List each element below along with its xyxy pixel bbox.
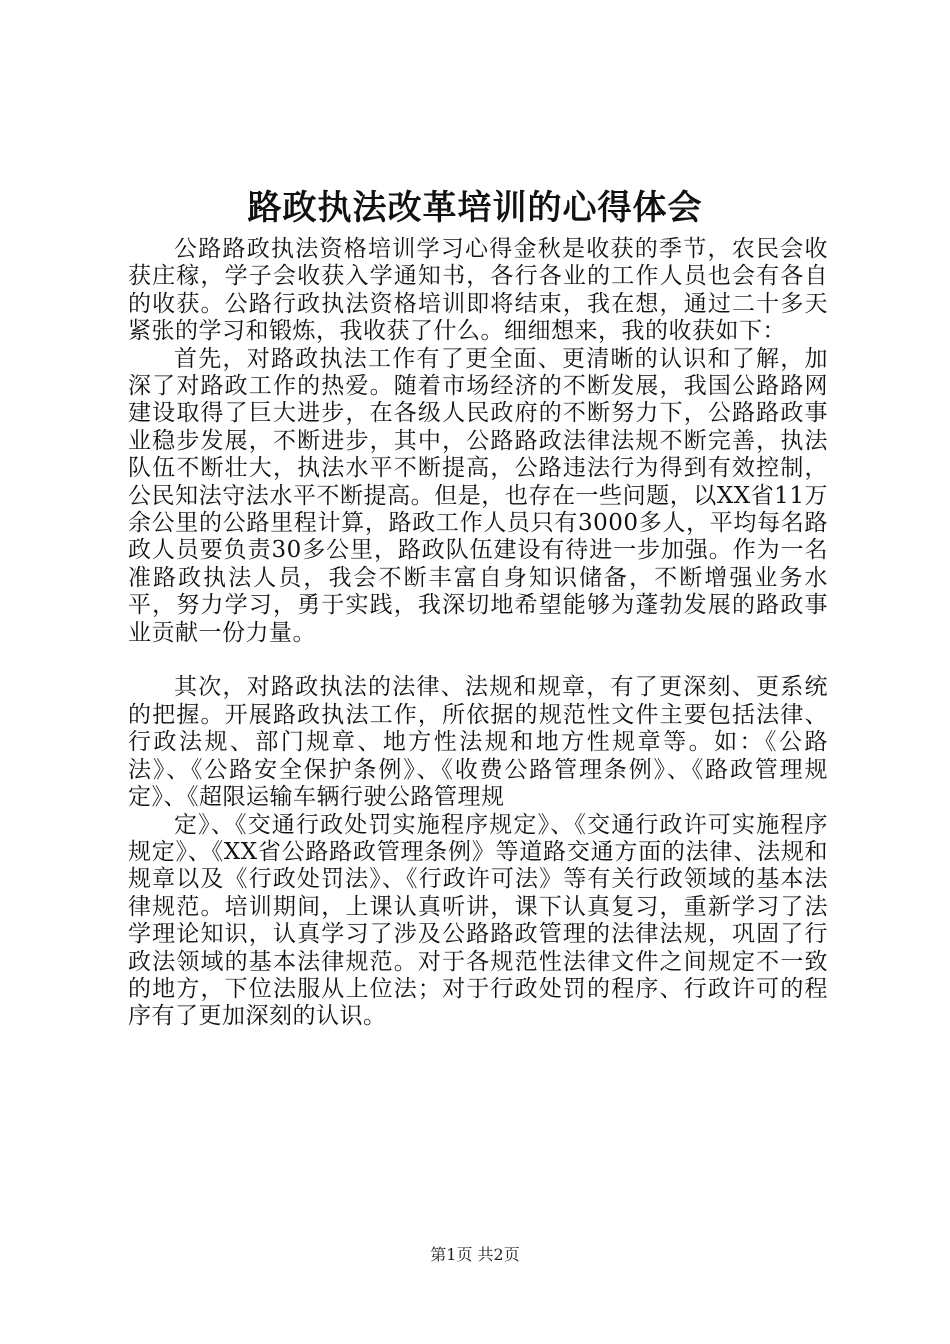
page-number-footer: 第1页 共2页 bbox=[430, 1245, 520, 1264]
paragraph-intro: 公路路政执法资格培训学习心得金秋是收获的季节，农民会收获庄稼，学子会收获入学通知书，各行各业的工作人员也会有各自的收获。公路行政执法资格培训即将结束，我在想，通过二十多天紧张的学习和锻炼，我收获了什么。细细想来，我的收获如下： bbox=[128, 236, 828, 345]
paragraph-second-continued: 定》、《交通行政处罚实施程序规定》、《交通行政许可实施程序规定》、《XX省公路路政管理条例》等道路交通方面的法律、法规和规章以及《行政处罚法》、《行政许可法》等有关行政领域的基本法律规范。培训期间，上课认真听讲，课下认真复习，重新学习了法学理论知识，认真学习了涉及公路路政管理的法律法规，巩固了行政法领域的基本法律规范。对于各规范性法律文件之间规定不一致的地方，下位法服从上位法；对于行政处罚的程序、行政许可的程序有了更加深刻的认识。 bbox=[128, 811, 828, 1030]
paragraph-spacer bbox=[128, 647, 828, 674]
paragraph-second: 其次，对路政执法的法律、法规和规章，有了更深刻、更系统的把握。开展路政执法工作，所依据的规范性文件主要包括法律、行政法规、部门规章、地方性法规和地方性规章等。如：《公路法》、《公路安全保护条例》、《收费公路管理条例》、《路政管理规定》、《超限运输车辆行驶公路管理规 bbox=[128, 674, 828, 811]
paragraph-first: 首先，对路政执法工作有了更全面、更清晰的认识和了解，加深了对路政工作的热爱。随着市场经济的不断发展，我国公路路网建设取得了巨大进步，在各级人民政府的不断努力下，公路路政事业稳步发展，不断进步，其中，公路路政法律法规不断完善，执法队伍不断壮大，执法水平不断提高，公路违法行为得到有效控制，公民知法守法水平不断提高。但是，也存在一些问题，以XX省11万余公里的公路里程计算，路政工作人员只有3000多人，平均每名路政人员要负责30多公里，路政队伍建设有待进一步加强。作为一名准路政执法人员，我会不断丰富自身知识储备，不断增强业务水平，努力学习，勇于实践，我深切地希望能够为蓬勃发展的路政事业贡献一份力量。 bbox=[128, 345, 828, 646]
document-title: 路政执法改革培训的心得体会 bbox=[247, 188, 703, 228]
document-body bbox=[128, 236, 828, 1031]
